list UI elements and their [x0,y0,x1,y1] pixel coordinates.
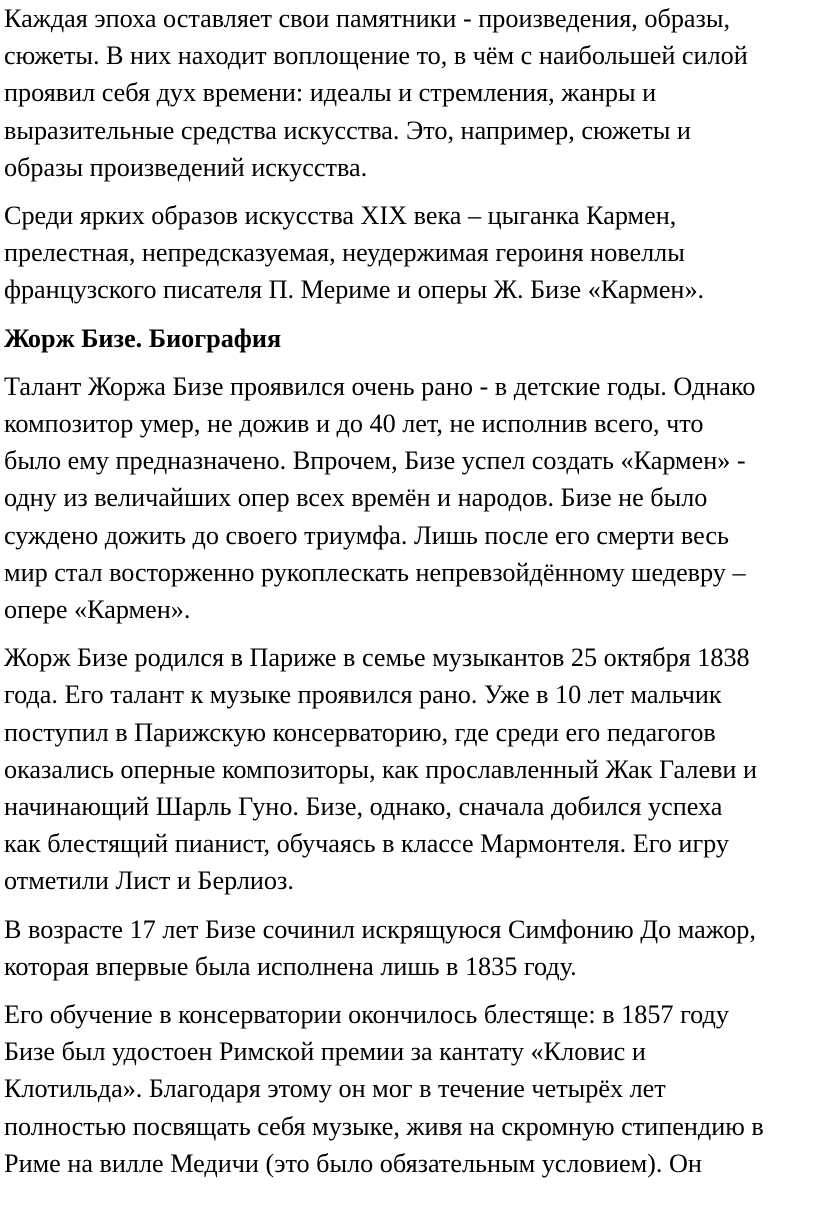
text-line: Бизе был удостоен Римской премии за кантату «Кловис и [4,1037,646,1067]
text-line: французского писателя П. Мериме и оперы Ж. Бизе «Кармен». [4,275,705,305]
paragraph-carmen-image [4,197,812,309]
text-line: композитор умер, не дожив и до 40 лет, не исполнив всего, что [4,409,704,439]
text-line: которая впервые была исполнена лишь в 1835 году. [4,951,577,981]
text-line: начинающий Шарль Гуно. Бизе, однако, сначала добился успеха [4,792,723,822]
text-line: Риме на вилле Медичи (это было обязательным условием). Он [4,1148,702,1178]
paragraph-bizet-birth [4,639,812,899]
text-line: проявил себя дух времени: идеалы и стремления, жанры и [4,78,657,108]
text-line: оказались оперные композиторы, как прославленный Жак Галеви и [4,754,758,784]
text-line: прелестная, непредсказуемая, неудержимая героиня новеллы [4,238,685,268]
text-line: года. Его талант к музыке проявился рано. Уже в 10 лет мальчик [4,680,722,710]
text-line: Талант Жоржа Бизе проявился очень рано - в детские годы. Однако [4,371,756,401]
text-line: образы произведений искусства. [4,152,368,182]
paragraph-conservatory [4,996,812,1182]
text-line: сюжеты. В них находит воплощение то, в чём с наибольшей силой [4,41,748,71]
text-line: отметили Лист и Берлиоз. [4,866,294,896]
text-line: одну из величайших опер всех времён и народов. Бизе не было [4,483,708,513]
text-line: опере «Кармен». [4,595,191,625]
text-line: суждено дожить до своего триумфа. Лишь после его смерти весь [4,520,729,550]
paragraph-bizet-talent [4,368,812,628]
text-line: Каждая эпоха оставляет свои памятники - произведения, образы, [4,4,731,33]
text-line: Его обучение в консерватории окончилось блестяще: в 1857 году [4,1000,729,1030]
text-line: как блестящий пианист, обучаясь в классе Мармонтеля. Его игру [4,829,730,859]
text-line: Среди ярких образов искусства XIX века – цыганка Кармен, [4,201,677,231]
text-line: В возрасте 17 лет Бизе сочинил искрящуюся Симфонию До мажор, [4,914,756,944]
section-heading: Жорж Бизе. Биография [4,323,282,353]
text-line: полностью посвящать себя музыке, живя на скромную стипендию в [4,1111,764,1141]
text-line: мир стал восторженно рукоплескать непревзойдённому шедевру – [4,557,746,587]
paragraph-epoch-monuments [4,0,812,186]
text-line: было ему предназначено. Впрочем, Бизе успел создать «Кармен» - [4,446,746,476]
text-line: Клотильда». Благодаря этому он мог в течение четырёх лет [4,1074,666,1104]
text-line: Жорж Бизе родился в Париже в семье музыкантов 25 октября 1838 [4,643,750,673]
text-line: выразительные средства искусства. Это, например, сюжеты и [4,115,691,145]
text-line: поступил в Парижскую консерваторию, где среди его педагогов [4,717,716,747]
paragraph-symphony [4,911,812,985]
